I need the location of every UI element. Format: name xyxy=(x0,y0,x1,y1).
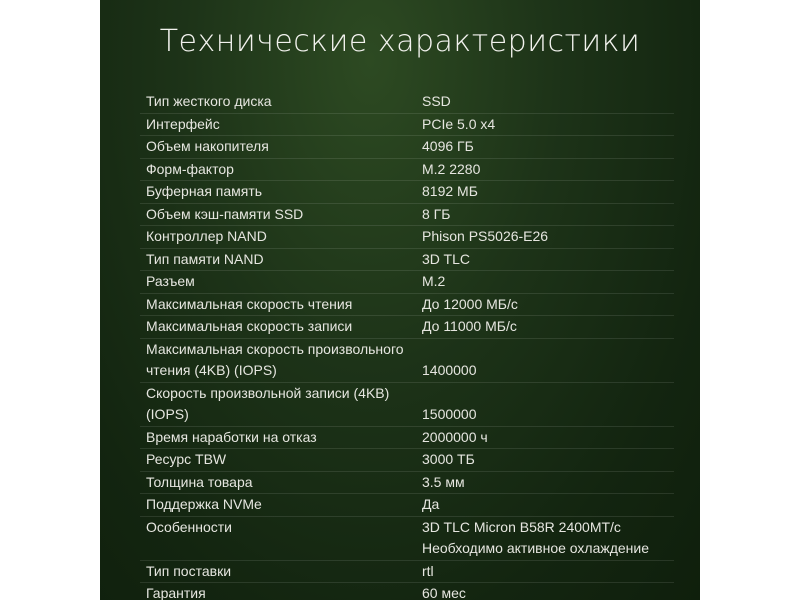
spec-value: 60 мес xyxy=(422,585,466,600)
spec-label: Толщина товара xyxy=(146,473,253,490)
spec-label: Контроллер NAND xyxy=(146,228,267,244)
spec-label: Поддержка NVMe xyxy=(146,496,262,512)
spec-row xyxy=(140,91,674,114)
spec-value: SSD xyxy=(422,93,451,109)
spec-label: Объем накопителя xyxy=(146,138,269,154)
spec-value: 2000000 ч xyxy=(422,428,488,445)
spec-row xyxy=(140,517,674,561)
spec-row xyxy=(140,159,674,182)
spec-row xyxy=(140,226,674,249)
spec-row xyxy=(140,271,674,294)
spec-value: 4096 ГБ xyxy=(422,138,474,154)
spec-label: Максимальная скорость записи xyxy=(146,318,353,334)
spec-label: Максимальная скорость произвольного чтения (4KB) (IOPS) xyxy=(146,340,404,378)
spec-label: Разъем xyxy=(146,273,195,289)
spec-label: Гарантия xyxy=(146,585,206,600)
spec-value: 1400000 xyxy=(422,362,477,378)
spec-label: Интерфейс xyxy=(146,115,220,132)
spec-value: Phison PS5026-E26 xyxy=(422,228,549,244)
spec-row xyxy=(140,294,674,317)
spec-value: 3D TLC xyxy=(422,250,470,267)
spec-row xyxy=(140,449,674,472)
spec-row xyxy=(140,472,674,495)
spec-value: 8 ГБ xyxy=(422,205,451,222)
spec-row xyxy=(140,114,674,137)
spec-row xyxy=(140,583,674,600)
spec-value: 3000 ТБ xyxy=(422,451,475,467)
spec-label: Время наработки на отказ xyxy=(146,428,317,445)
spec-row xyxy=(140,249,674,272)
spec-label: Тип памяти NAND xyxy=(146,250,264,267)
spec-value: 1500000 xyxy=(422,406,477,422)
spec-value: M.2 xyxy=(422,273,446,289)
spec-label: Скорость произвольной записи (4KB) (IOPS) xyxy=(146,384,390,422)
spec-value: 3D TLC Micron B58R 2400MT/с Необходимо активное охлаждение xyxy=(422,518,650,556)
spec-value: M.2 2280 xyxy=(422,160,481,177)
spec-value: До 12000 МБ/с xyxy=(422,295,518,312)
spec-row xyxy=(140,181,674,204)
spec-value: Да xyxy=(422,496,440,512)
spec-row xyxy=(140,383,674,427)
spec-value: До 11000 МБ/с xyxy=(422,318,517,334)
spec-value: 3.5 мм xyxy=(422,473,465,490)
spec-row xyxy=(140,316,674,339)
spec-value: 8192 МБ xyxy=(422,183,478,199)
spec-row xyxy=(140,339,674,383)
spec-label: Максимальная скорость чтения xyxy=(146,295,353,312)
spec-label: Буферная память xyxy=(146,183,263,199)
spec-table xyxy=(140,91,674,600)
spec-label: Тип жесткого диска xyxy=(146,93,272,109)
spec-value: PCIe 5.0 x4 xyxy=(422,115,496,132)
spec-label: Форм-фактор xyxy=(146,160,234,177)
spec-label: Тип поставки xyxy=(146,562,232,579)
spec-card xyxy=(100,0,700,600)
spec-label: Ресурс TBW xyxy=(146,451,227,467)
page-title: Технические характеристики xyxy=(159,24,641,59)
spec-row xyxy=(140,204,674,227)
spec-row xyxy=(140,494,674,517)
spec-value: rtl xyxy=(422,562,434,579)
spec-row xyxy=(140,136,674,159)
spec-row xyxy=(140,427,674,450)
spec-label: Особенности xyxy=(146,518,232,535)
spec-label: Объем кэш-памяти SSD xyxy=(146,205,304,222)
spec-row xyxy=(140,561,674,584)
